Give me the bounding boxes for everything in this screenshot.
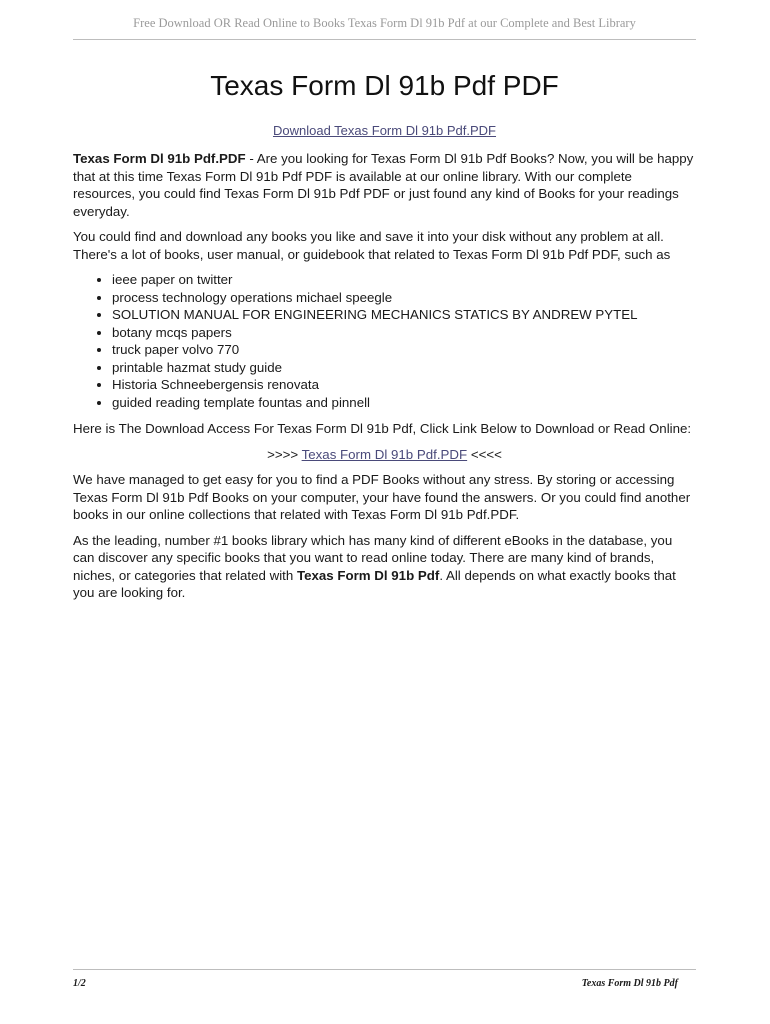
list-item: • printable hazmat study guide <box>112 359 696 377</box>
list-item: • truck paper volvo 770 <box>112 341 696 359</box>
header-rule <box>73 39 696 40</box>
download-link[interactable]: Download Texas Form Dl 91b Pdf.PDF <box>272 123 497 138</box>
download-link-line <box>73 123 696 138</box>
list-item: • guided reading template fountas and pinnell <box>112 394 696 412</box>
mid-link-line <box>73 446 696 464</box>
list-item: • ieee paper on twitter <box>112 271 696 289</box>
intro-text: - Are you looking for Texas Form Dl 91b Pdf Books? Now, you will be happy that at this time Texas Form Dl 91b Pdf PDF is available at our online library. With our complete resources, you could find Texas Form Dl 91b Pdf PDF or just found any kind of Books for your readings everyday. <box>73 151 694 219</box>
intro-bold: Texas Form Dl 91b Pdf.PDF <box>73 151 246 166</box>
paragraph-2: You could find and download any books you like and save it into your disk without any problem at all. There's a lot of books, user manual, or guidebook that related to Texas Form Dl 91b Pdf PDF, such as <box>73 229 671 262</box>
footer-rule <box>73 969 696 970</box>
list-item: • Historia Schneebergensis renovata <box>112 376 696 394</box>
mid-link-prefix: >>>> <box>267 446 302 462</box>
mid-download-link[interactable]: Texas Form Dl 91b Pdf.PDF <box>301 446 468 462</box>
page-title: Texas Form Dl 91b Pdf PDF <box>210 70 559 101</box>
paragraph-4: We have managed to get easy for you to find a PDF Books without any stress. By storing or accessing Texas Form Dl 91b Pdf Books on your computer, your have found the answers. Or you could find another books in our online collections that related with Texas Form Dl 91b Pdf.PDF. <box>73 472 691 522</box>
para5-before: As the leading, number #1 books library which has many kind of different eBooks in the database, you can discover any specific books that you want to read online today. There are many kind of brands, niches, or categories that related with <box>73 532 673 583</box>
paragraph-5 <box>73 532 696 602</box>
main-content <box>73 150 696 610</box>
intro-paragraph <box>73 150 696 220</box>
mid-link-suffix: <<<< <box>467 446 502 462</box>
paragraph-3: Here is The Download Access For Texas Form Dl 91b Pdf, Click Link Below to Download or Read Online: <box>73 421 692 436</box>
para5-after: . All depends on what exactly books that you are looking for. <box>73 567 676 600</box>
page-header: Free Download OR Read Online to Books Texas Form Dl 91b Pdf at our Complete and Best Library <box>133 16 636 30</box>
page-number: 1/2 <box>73 978 86 989</box>
footer-title: Texas Form Dl 91b Pdf <box>581 978 678 989</box>
list-item: • SOLUTION MANUAL FOR ENGINEERING MECHANICS STATICS BY ANDREW PYTEL <box>112 306 696 324</box>
related-books-list <box>73 271 696 411</box>
list-item: • botany mcqs papers <box>112 324 696 342</box>
list-item: • process technology operations michael speegle <box>112 289 696 307</box>
para5-bold: Texas Form Dl 91b Pdf <box>296 567 440 583</box>
